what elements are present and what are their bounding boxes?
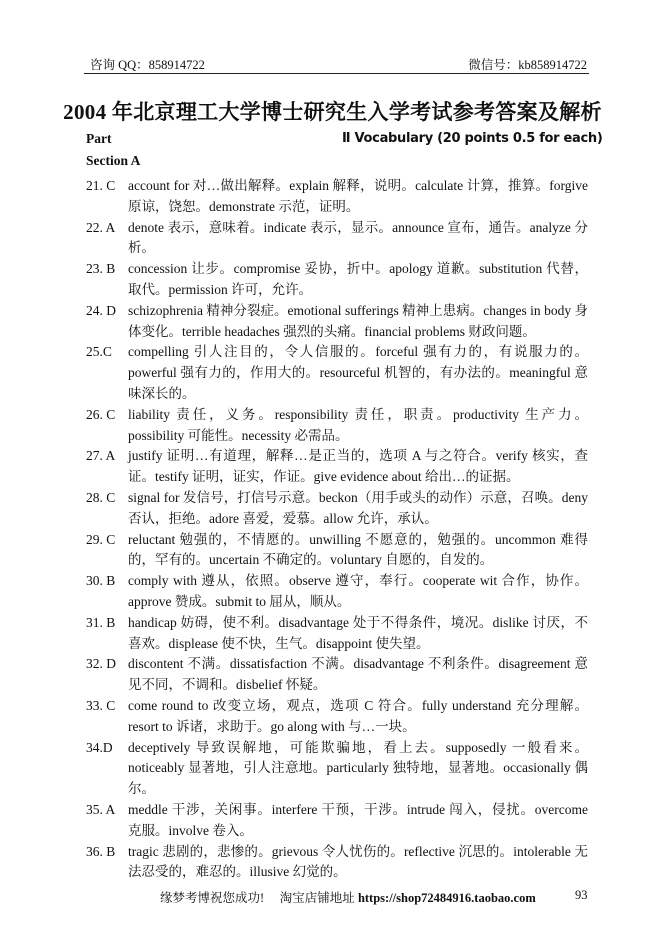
answer-explanation: handicap 妨碍，使不利。disadvantage 处于不得条件，境况。dislike 讨厌，不喜欢。displease 使不快，生气。disappoint 使失望。 xyxy=(128,614,588,651)
answer-item xyxy=(86,446,588,488)
answer-explanation: liability 责任，义务。responsibility 责任，职责。productivity 生产力。possibility 可能性。necessity 必需品。 xyxy=(128,406,588,443)
answer-explanation: justify 证明…有道理，解释…是正当的，选项 A 与之符合。verify 核实，查证。testify 证明，证实，作证。give evidence about 给出…的证据。 xyxy=(128,448,588,485)
answer-list xyxy=(86,176,588,883)
answer-item xyxy=(86,696,588,738)
answer-item xyxy=(86,738,588,800)
answer-item xyxy=(86,405,588,447)
answer-item xyxy=(86,342,588,404)
answer-number: 28. C xyxy=(86,489,116,505)
answer-explanation: come round to 改变立场，观点，选项 C 符合。fully understand 充分理解。resort to 诉诸，求助于。go along with 与…一块。 xyxy=(128,697,588,734)
answer-number: 29. C xyxy=(86,531,116,547)
header-wechat: 微信号：kb858914722 xyxy=(468,58,587,72)
page-header xyxy=(84,53,589,74)
answer-explanation: compelling 引人注目的，令人信服的。forceful 强有力的，有说服力的。powerful 强有力的，作用大的。resourceful 机智的，有办法的。meaningful 意味深长的。 xyxy=(128,344,588,401)
answer-explanation: deceptively 导致误解地，可能欺骗地，看上去。supposedly 一般看来。noticeably 显著地，引人注意地。particularly 独特地，显著地。occasionally 偶尔。 xyxy=(128,739,588,797)
answer-explanation: signal for 发信号，打信号示意。beckon（用手或头的动作）示意，召唤。deny 否认，拒绝。adore 喜爱，爱慕。allow 允许，承认。 xyxy=(128,489,588,526)
answer-explanation: account for 对…做出解释。explain 解释，说明。calculate 计算，推算。forgive 原谅，饶恕。demonstrate 示范，证明。 xyxy=(128,178,588,214)
answer-number: 26. C xyxy=(86,406,116,422)
answer-number: 27. A xyxy=(86,448,116,464)
part-heading: Ⅱ Vocabulary (20 points 0.5 for each) xyxy=(342,131,603,146)
footer-shop-label: 淘宝店铺地址 xyxy=(279,891,355,905)
answer-item xyxy=(86,800,588,842)
answer-item xyxy=(86,571,588,613)
answer-number: 31. B xyxy=(86,614,116,630)
answer-explanation: schizophrenia 精神分裂症。emotional sufferings 精神上患病。changes in body 身体变化。terrible headaches 强烈的头痛。financial problems 财政问题。 xyxy=(128,302,588,339)
answer-number: 36. B xyxy=(86,843,116,859)
answer-explanation: denote 表示，意味着。indicate 表示，显示。announce 宣布，通告。analyze 分析。 xyxy=(128,219,588,256)
header-qq: 咨询 QQ：858914722 xyxy=(90,58,205,72)
answer-number: 35. A xyxy=(86,801,116,817)
answer-item xyxy=(86,842,588,884)
answer-number: 21. C xyxy=(86,178,116,193)
part-label: Part xyxy=(86,131,112,146)
answer-explanation: tragic 悲剧的，悲惨的。grievous 令人忧伤的。reflective 沉思的。intolerable 无法忍受的，难忍的。illusive 幻觉的。 xyxy=(128,843,588,880)
answer-explanation: meddle 干涉，关闲事。interfere 干预，干涉。intrude 闯入，侵扰。overcome 克服。involve 卷入。 xyxy=(128,801,588,838)
answer-item xyxy=(86,301,588,343)
footer-slogan: 缘梦考博祝您成功! xyxy=(160,891,265,905)
answer-item xyxy=(86,530,588,572)
page-number: 93 xyxy=(575,888,588,902)
answer-item xyxy=(86,613,588,655)
answer-number: 34.D xyxy=(86,739,113,755)
answer-number: 23. B xyxy=(86,261,116,277)
answer-explanation: discontent 不满。dissatisfaction 不满。disadvantage 不利条件。disagreement 意见不同，不调和。disbelief 怀疑。 xyxy=(128,656,588,693)
answer-item xyxy=(86,176,588,218)
document-title: 2004 年北京理工大学博士研究生入学考试参考答案及解析 xyxy=(63,100,602,124)
footer-shop-url[interactable]: https://shop72484916.taobao.com xyxy=(357,891,536,905)
answer-number: 33. C xyxy=(86,697,116,713)
answer-explanation: reluctant 勉强的，不情愿的。unwilling 不愿意的，勉强的。uncommon 难得的，罕有的。uncertain 不确定的。voluntary 自愿的，自发的。 xyxy=(128,531,588,568)
answer-item xyxy=(86,218,588,260)
answer-item xyxy=(86,259,588,301)
answer-number: 24. D xyxy=(86,302,116,318)
section-heading: Section A xyxy=(86,153,141,168)
answer-item xyxy=(86,654,588,696)
answer-number: 30. B xyxy=(86,573,116,589)
answer-explanation: concession 让步。compromise 妥协，折中。apology 道歉。substitution 代替，取代。permission 许可，允许。 xyxy=(128,261,588,297)
answer-number: 22. A xyxy=(86,219,116,235)
answer-number: 32. D xyxy=(86,656,116,672)
answer-number: 25.C xyxy=(86,344,112,360)
answer-explanation: comply with 遵从，依照。observe 遵守，奉行。cooperate wit 合作，协作。approve 赞成。submit to 屈从，顺从。 xyxy=(128,573,588,609)
page-footer xyxy=(160,888,536,906)
answer-item xyxy=(86,488,588,530)
